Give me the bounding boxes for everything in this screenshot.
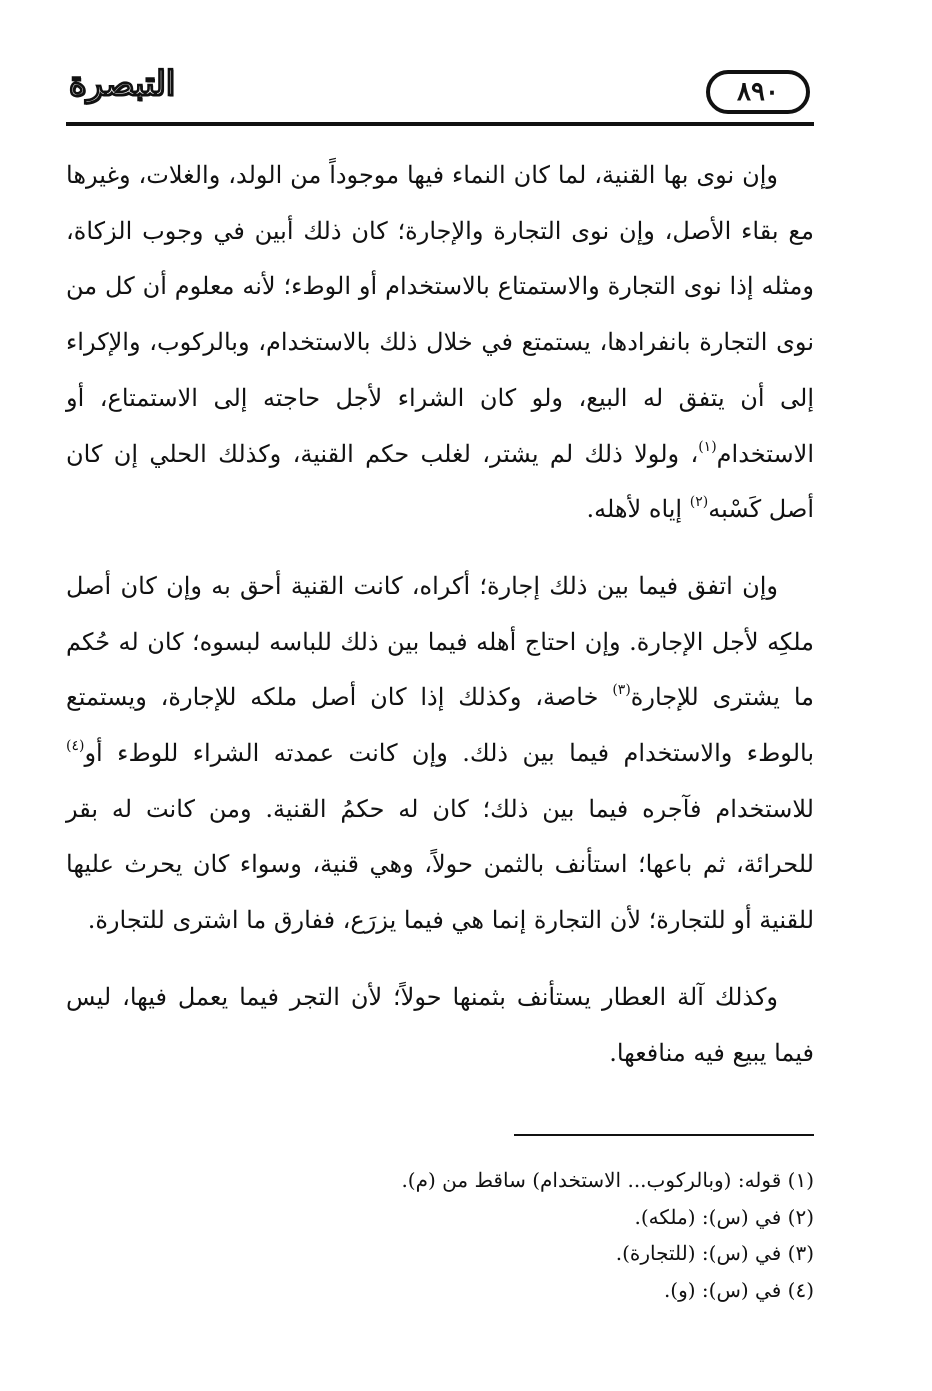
paragraph-text: وكذلك آلة العطار يستأنف بثمنها حولاً؛ لأن التجر فيما يعمل فيها، ليس فيما يبيع فيه منافعها. [66,982,814,1067]
page-header [66,52,814,126]
paragraph-text: إياه لأهله. [586,495,690,524]
footnote-3: (٣) في (س): (للتجارة). [615,1241,814,1266]
footnote-separator [514,1134,814,1136]
paragraph-text: ، ولولا ذلك لم يشتر، لغلب حكم القنية، وكذلك الحلي إن كان أصل كَسْبه [66,439,814,524]
paragraph-text: وإن اتفق فيما بين ذلك إجارة؛ أكراه، كانت القنية أحق به وإن كان أصل ملكِه لأجل الإجارة. وإن احتاج أهله فيما بين ذلك للباسه لبسوه؛ كان له حُكم ما يشترى للإجارة [66,571,814,712]
paragraph-3 [66,970,814,1081]
book-title-logo: التبصرة [68,64,176,104]
paragraph-2 [66,559,814,949]
paragraph-1 [66,148,814,538]
page-number: ٨٩٠ [706,70,810,114]
paragraph-text: خاصة، وكذلك إذا كان أصل ملكه للإجارة، ويستمتع بالوطء والاستخدام فيما بين ذلك. وإن كانت عمدته الشراء للوطء أو [66,683,814,768]
paragraph-text: وإن نوى بها القنية، لما كان النماء فيها موجوداً من الولد، والغلات، وغيرها مع بقاء الأصل، وإن نوى التجارة والإجارة؛ كان ذلك أبين في وجوب الزكاة، ومثله إذا نوى التجارة والاستمتاع بالاستخدام أو الوطء؛ لأنه معلوم أن كل من نوى التجارة بانفرادها، يستمتع في خلال ذلك بالاستخدام، وبالركوب، والإكراء إلى أن يتفق له البيع، ولو كان الشراء لأجل حاجته إلى الاستمتاع، أو الاستخدام [66,161,814,468]
main-text [66,148,814,1081]
header-rule [66,122,814,126]
paragraph-text: للاستخدام فآجره فيما بين ذلك؛ كان له حكمُ القنية. ومن كانت له بقر للحرائة، ثم باعها؛ استأنف بالثمن حولاً، وهي قنية، وسواء كان يحرث عليها للقنية أو للتجارة؛ لأن التجارة إنما هي فيما يزرَع، ففارق ما اشترى للتجارة. [66,794,814,935]
footnotes [66,1162,814,1309]
footnote-ref-4: (٤) [66,738,85,755]
footnote-4: (٤) في (س): (و). [663,1278,814,1303]
footnote-2: (٢) في (س): (ملكه). [634,1204,814,1229]
footnote-ref-1: (١) [698,438,717,455]
footnote-ref-2: (٢) [689,494,709,511]
footnote-1: (١) قوله: (وبالركوب... الاستخدام) ساقط من (م). [401,1168,814,1192]
footnote-ref-3: (٣) [612,682,631,699]
